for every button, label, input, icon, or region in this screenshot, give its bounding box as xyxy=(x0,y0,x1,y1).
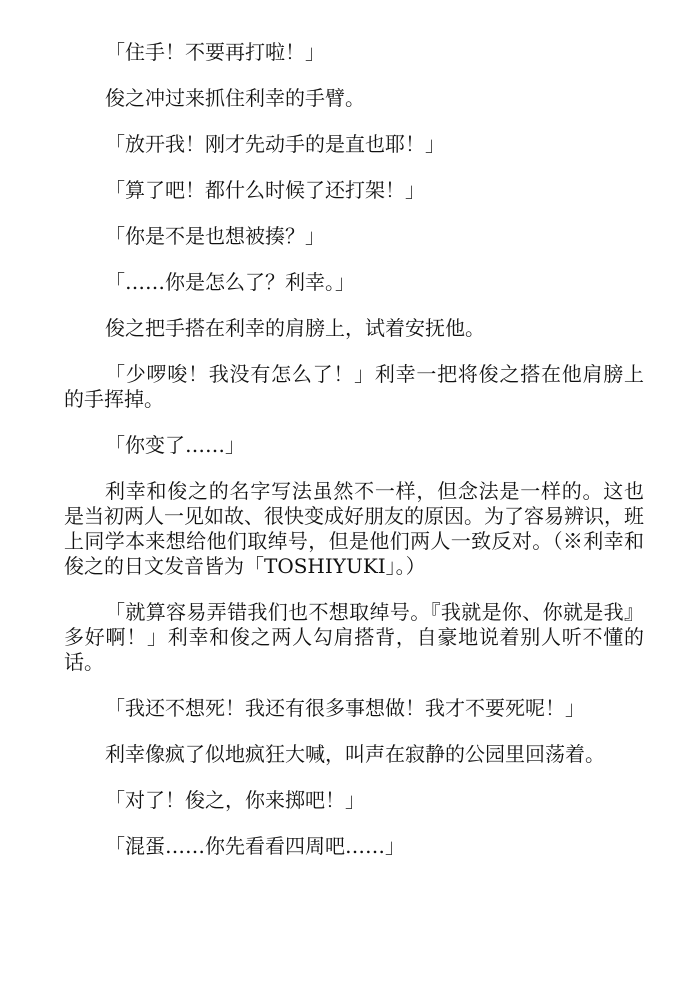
narration-paragraph: 利幸和俊之的名字写法虽然不一样，但念法是一样的。这也是当初两人一见如故、很快变成好朋友的原因。为了容易辨识，班上同学本来想给他们取绰号，但是他们两人一致反对。（※利幸和俊之的日文发音皆为「TOSHIYUKI」。） xyxy=(64,479,644,578)
narration-line: 俊之把手搭在利幸的肩膀上，试着安抚他。 xyxy=(105,316,485,340)
dialogue-line: 「算了吧！都什么时候了还打架！」 xyxy=(105,178,425,202)
narration-line: 利幸像疯了似地疯狂大喊，叫声在寂静的公园里回荡着。 xyxy=(105,742,605,766)
novel-text-page xyxy=(64,40,644,880)
dialogue-line: 「就算容易弄错我们也不想取绰号。『我就是你、你就是我』多好啊！」利幸和俊之两人勾肩搭背，自豪地说着别人听不懂的话。 xyxy=(64,600,644,674)
dialogue-line: 「你变了……」 xyxy=(105,433,245,457)
dialogue-line: 「……你是怎么了？利幸。」 xyxy=(105,270,355,294)
narration-line: 俊之冲过来抓住利幸的手臂。 xyxy=(105,86,365,110)
dialogue-line: 「住手！不要再打啦！」 xyxy=(105,40,325,64)
dialogue-line: 「对了！俊之，你来掷吧！」 xyxy=(105,788,365,812)
dialogue-line: 「你是不是也想被揍？」 xyxy=(105,224,325,248)
dialogue-line: 「放开我！刚才先动手的是直也耶！」 xyxy=(105,132,445,156)
dialogue-line: 「少啰唆！我没有怎么了！」利幸一把将俊之搭在他肩膀上的手挥掉。 xyxy=(64,362,644,411)
dialogue-line: 「混蛋……你先看看四周吧……」 xyxy=(105,834,405,858)
dialogue-line: 「我还不想死！我还有很多事想做！我才不要死呢！」 xyxy=(105,696,585,720)
